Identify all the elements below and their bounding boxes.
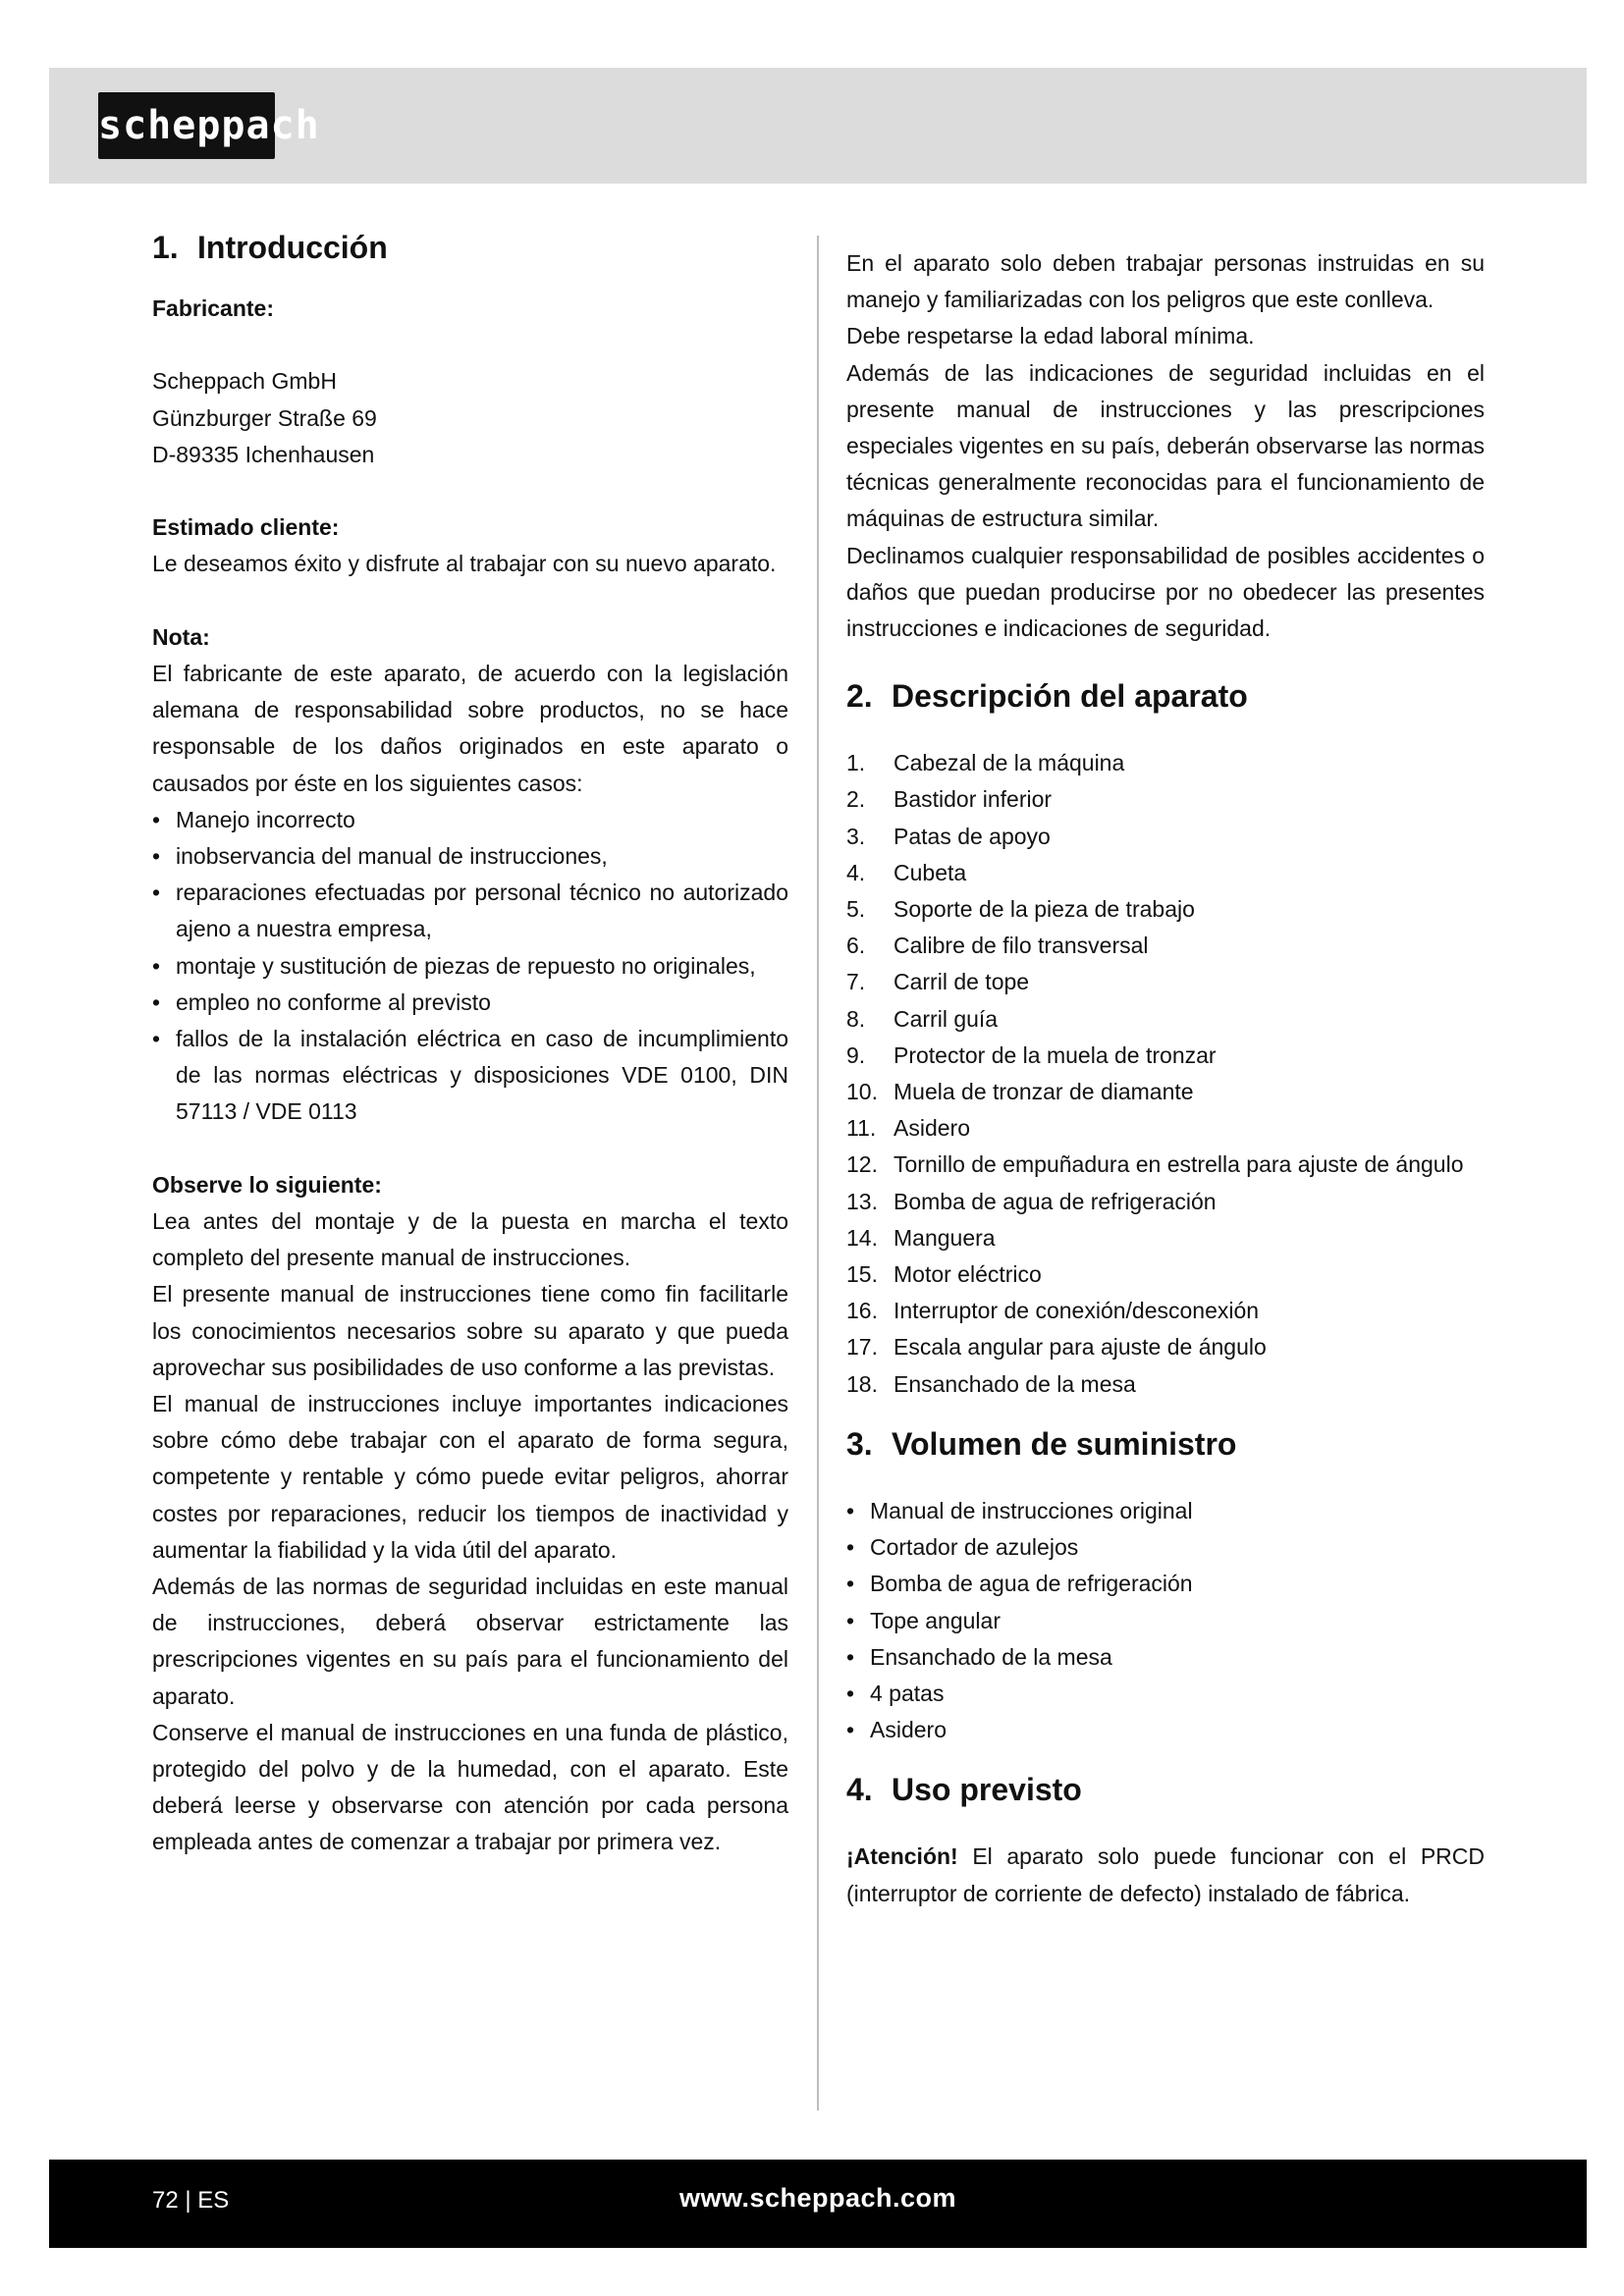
list-item: • inobservancia del manual de instrucciones, <box>152 843 608 869</box>
section-4-title: 4. Uso previsto <box>846 1772 1082 1808</box>
intro-paragraph: Debe respetarse la edad laboral mínima. <box>846 323 1255 349</box>
manufacturer-label: Fabricante: <box>152 295 274 321</box>
intro-paragraph: Declinamos cualquier responsabilidad de posibles accidentes o daños que puedan producirse por no obedecer las presentes instrucciones e indicaciones de seguridad. <box>846 542 1485 642</box>
list-item: • reparaciones efectuadas por personal técnico no autorizado ajeno a nuestra empresa, <box>152 880 788 942</box>
column-divider <box>817 236 819 2110</box>
list-item: 12. Tornillo de empuñadura en estrella para ajuste de ángulo <box>846 1151 1464 1178</box>
list-item: • Ensanchado de la mesa <box>846 1643 1112 1670</box>
dear-customer-text: Le deseamos éxito y disfrute al trabajar con su nuevo aparato. <box>152 551 777 577</box>
note-text: El fabricante de este aparato, de acuerdo con la legislación alemana de responsabilidad sobre productos, no se hace responsable de los daños originados en este aparato o causados por éste en los siguientes casos: <box>152 660 788 796</box>
list-item: 10. Muela de tronzar de diamante <box>846 1079 1194 1105</box>
list-item: 17. Escala angular para ajuste de ángulo <box>846 1334 1267 1361</box>
header-band <box>49 68 1587 184</box>
list-item: 4. Cubeta <box>846 859 967 885</box>
observe-paragraph: El presente manual de instrucciones tiene como fin facilitarle los conocimientos necesarios sobre su aparato y que pueda aprovechar sus posibilidades de uso conforme a las previstas. <box>152 1281 788 1380</box>
list-item: 9. Protector de la muela de tronzar <box>846 1041 1217 1068</box>
address-line: Scheppach GmbH <box>152 368 337 395</box>
list-item: 13. Bomba de agua de refrigeración <box>846 1188 1217 1214</box>
list-item: 7. Carril de tope <box>846 969 1030 995</box>
scheppach-logo: scheppach <box>98 92 275 159</box>
note-label: Nota: <box>152 623 210 650</box>
supply-list <box>846 1493 1485 1748</box>
address-line: D-89335 Ichenhausen <box>152 441 375 467</box>
list-item: • Asidero <box>846 1717 947 1743</box>
attention-paragraph <box>846 1839 1485 1911</box>
list-item: 5. Soporte de la pieza de trabajo <box>846 896 1195 923</box>
list-item: • 4 patas <box>846 1680 945 1706</box>
list-item: • Bomba de agua de refrigeración <box>846 1571 1193 1597</box>
note-list <box>152 802 788 1131</box>
list-item: • Manual de instrucciones original <box>846 1497 1193 1523</box>
website-url: www.scheppach.com <box>678 2183 957 2213</box>
address-line: Günzburger Straße 69 <box>152 404 377 431</box>
list-item: • empleo no conforme al previsto <box>152 988 491 1015</box>
list-item: • fallos de la instalación eléctrica en caso de incumplimiento de las normas eléctricas y disposiciones VDE 0100, DIN 57113 / VDE 0113 <box>152 1026 788 1125</box>
list-item: 16. Interruptor de conexión/desconexión <box>846 1298 1260 1324</box>
observe-label: Observe lo siguiente: <box>152 1171 382 1198</box>
list-item: 2. Bastidor inferior <box>846 786 1053 813</box>
list-item: 14. Manguera <box>846 1224 996 1251</box>
list-item: • montaje y sustitución de piezas de repuesto no originales, <box>152 952 756 979</box>
list-item: 11. Asidero <box>846 1115 970 1142</box>
section-2-title: 2. Descripción del aparato <box>846 678 1248 715</box>
observe-paragraph: Además de las normas de seguridad incluidas en este manual de instrucciones, deberá observar estrictamente las prescripciones vigentes en su país para el funcionamiento del aparato. <box>152 1574 788 1709</box>
parts-list <box>846 745 1485 1403</box>
observe-paragraph: Conserve el manual de instrucciones en una funda de plástico, protegido del polvo y de la humedad, con el aparato. Este deberá leerse y observarse con atención por cada persona empleada antes de comenzar a trabajar por primera vez. <box>152 1719 788 1855</box>
intro-paragraph: Además de las indicaciones de seguridad incluidas en el presente manual de instrucciones y las prescripciones especiales vigentes en su país, deberán observarse las normas técnicas generalmente reconocidas para el funcionamiento de máquinas de estructura similar. <box>846 359 1485 532</box>
footer-bar <box>49 2160 1587 2248</box>
list-item: • Tope angular <box>846 1607 1001 1633</box>
list-item: 1. Cabezal de la máquina <box>846 750 1125 776</box>
right-column <box>846 245 1485 1912</box>
intro-paragraph: En el aparato solo deben trabajar personas instruidas en su manejo y familiarizadas con los peligros que este conlleva. <box>846 250 1485 313</box>
observe-paragraph: El manual de instrucciones incluye importantes indicaciones sobre cómo debe trabajar con el aparato de forma segura, competente y rentable y cómo puede evitar peligros, ahorrar costes por reparaciones, reducir los tiempos de inactividad y aumentar la fiabilidad y la vida útil del aparato. <box>152 1391 788 1563</box>
attention-text: El aparato solo puede funcionar con el PRCD (interruptor de corriente de defecto) instalado de fábrica. <box>846 1843 1485 1906</box>
list-item: 18. Ensanchado de la mesa <box>846 1370 1136 1397</box>
section-3-title: 3. Volumen de suministro <box>846 1425 1237 1462</box>
list-item: 3. Patas de apoyo <box>846 823 1051 849</box>
list-item: 15. Motor eléctrico <box>846 1261 1042 1288</box>
dear-customer-label: Estimado cliente: <box>152 514 340 541</box>
list-item: 8. Carril guía <box>846 1005 999 1032</box>
attention-label: ¡Atención! <box>846 1843 958 1870</box>
page-number: 72 | ES <box>152 2187 230 2214</box>
list-item: 6. Calibre de filo transversal <box>846 933 1149 959</box>
observe-paragraph: Lea antes del montaje y de la puesta en marcha el texto completo del presente manual de instrucciones. <box>152 1208 788 1271</box>
list-item: • Cortador de azulejos <box>846 1534 1079 1561</box>
left-column <box>152 228 788 1861</box>
section-1-title: 1. Introducción <box>152 230 388 265</box>
list-item: • Manejo incorrecto <box>152 806 355 832</box>
